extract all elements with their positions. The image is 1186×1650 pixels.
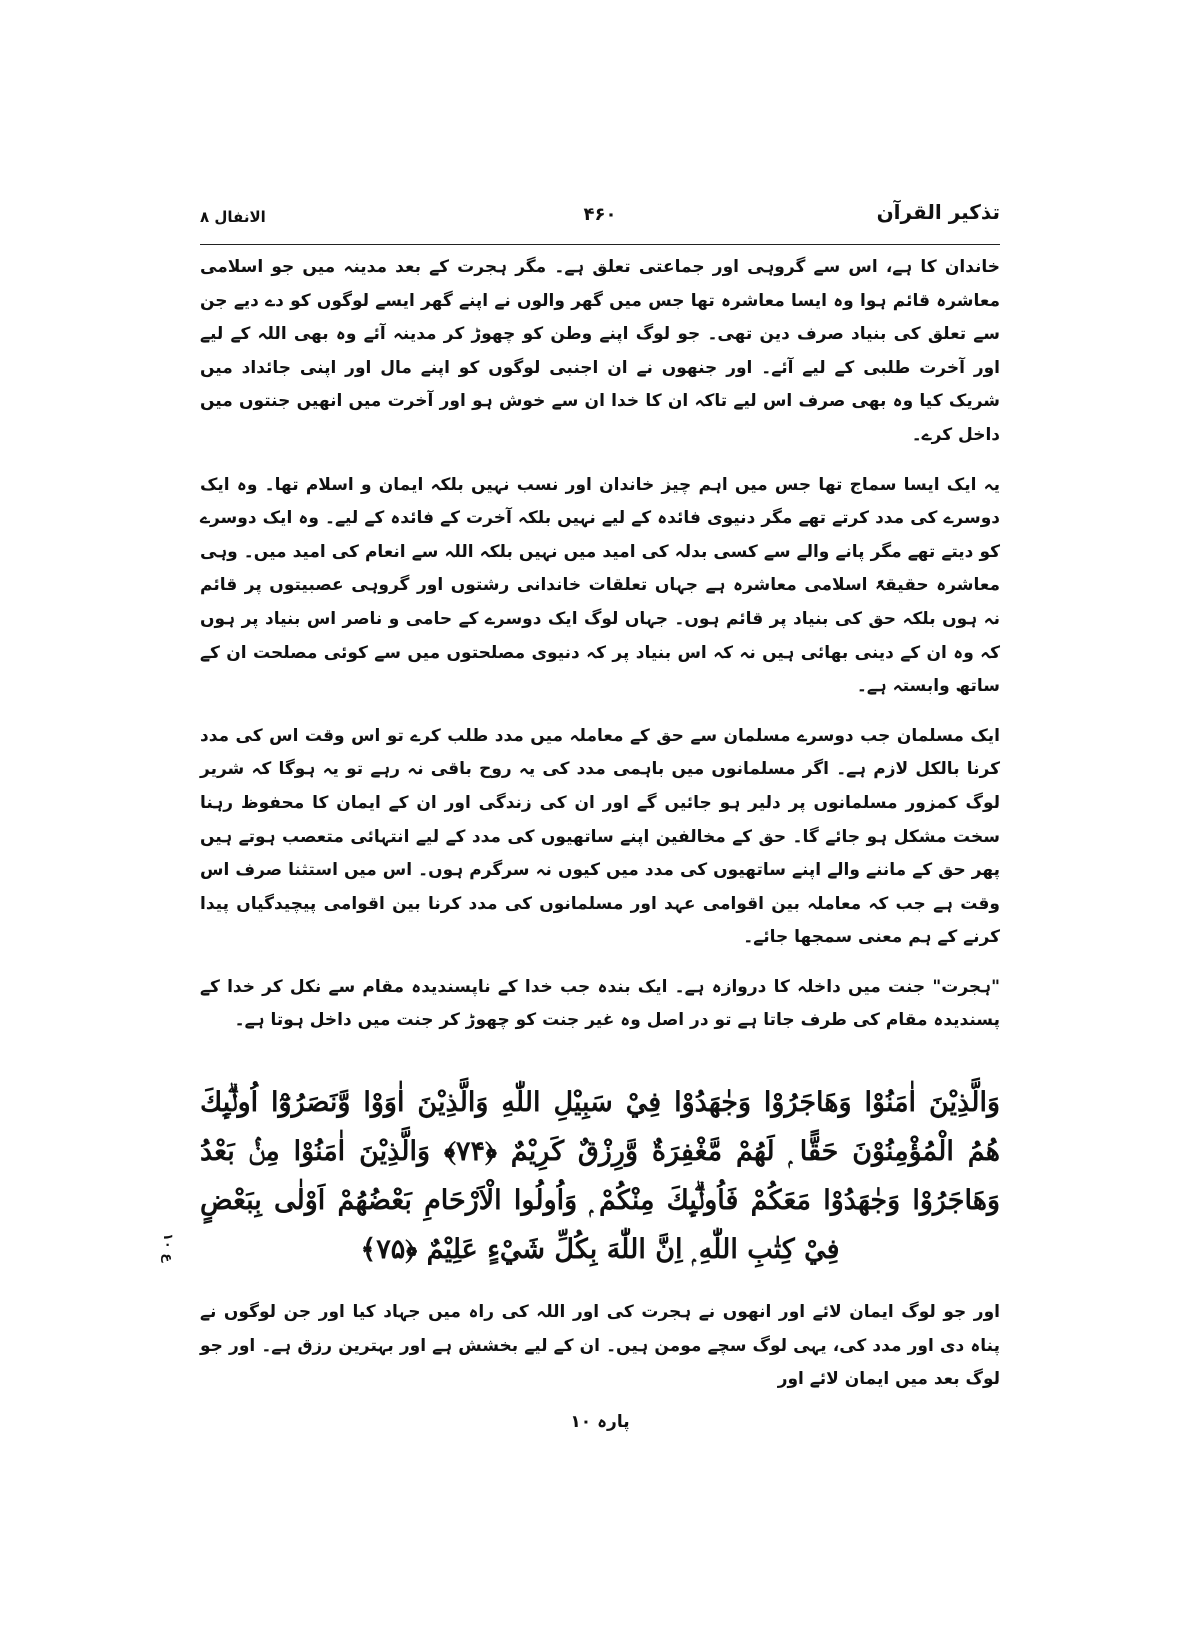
translation-paragraph: اور جو لوگ ایمان لائے اور انھوں نے ہجرت کی اور اللہ کی راہ میں جہاد کیا اور جن لوگوں نے پناہ دی اور مدد کی، یہی لوگ سچے مومن ہیں۔ ان کے لیے بخشش ہے اور بہترین رزق ہے۔ اور جو لوگ بعد میں ایمان لائے اور — [200, 1302, 1000, 1390]
document-page — [160, 200, 1000, 1432]
paragraph-1: خاندان کا ہے، اس سے گروہی اور جماعتی تعلق ہے۔ مگر ہجرت کے بعد مدینہ میں جو اسلامی معاشرہ قائم ہوا وہ ایسا معاشرہ تھا جس میں گھر والوں نے اپنے گھر ایسے لوگوں کو دے دیے جن سے تعلق کی بنیاد صرف دین تھی۔ جو لوگ اپنے وطن کو چھوڑ کر مدینہ آئے وہ بھی اللہ کے لیے اور آخرت طلبی کے لیے آئے۔ اور جنھوں نے ان اجنبی لوگوں کو اپنے مال اور اپنی جائداد میں شریک کیا وہ بھی صرف اس لیے تاکہ ان کا خدا ان سے خوش ہو اور آخرت میں انھیں جنتوں میں داخل کرے۔ — [200, 257, 1000, 445]
ruku-marker: ع ۱۰ — [160, 1233, 175, 1263]
surah-label: الانفال ۸ — [200, 208, 266, 226]
paragraph-4: "ہجرت" جنت میں داخلہ کا دروازہ ہے۔ ایک بندہ جب خدا کے ناپسندیدہ مقام سے نکل کر خدا کے پسندیدہ مقام کی طرف جاتا ہے تو در اصل وہ غیر جنت کو چھوڑ کر جنت میں داخل ہوتا ہے۔ — [200, 976, 1000, 1031]
page-header — [200, 200, 1000, 245]
page-number: ۴۶۰ — [583, 204, 617, 225]
page-footer: پارہ ۱۰ — [570, 1411, 630, 1432]
arabic-verse: وَالَّذِيْنَ اٰمَنُوْا وَهَاجَرُوْا وَجٰهَدُوْا فِيْ سَبِيْلِ اللّٰهِ وَالَّذِيْنَ اٰوَوْا وَّنَصَرُوْٓا اُولٰۗىِٕكَ هُمُ الْمُؤْمِنُوْنَ حَقًّا ۭ لَهُمْ مَّغْفِرَةٌ وَّرِزْقٌ كَرِيْمٌ ﴿۷۴﴾ وَالَّذِيْنَ اٰمَنُوْا مِنْۢ بَعْدُ وَهَاجَرُوْا وَجٰهَدُوْا مَعَكُمْ فَاُولٰۗىِٕكَ مِنْكُمْ ۭ وَاُولُوا الْاَرْحَامِ بَعْضُهُمْ اَوْلٰى بِبَعْضٍ فِيْ كِتٰبِ اللّٰهِ ۭ اِنَّ اللّٰهَ بِكُلِّ شَيْءٍ عَلِيْمٌ ﴿۷۵﴾ — [200, 1087, 1000, 1266]
paragraph-3: ایک مسلمان جب دوسرے مسلمان سے حق کے معاملہ میں مدد طلب کرے تو اس وقت اس کی مدد کرنا بالکل لازم ہے۔ اگر مسلمانوں میں باہمی مدد کی یہ روح باقی نہ رہے تو یہ ہوگا کہ شریر لوگ کمزور مسلمانوں پر دلیر ہو جائیں گے اور ان کی زندگی اور ان کے ایمان کا محفوظ رہنا سخت مشکل ہو جائے گا۔ حق کے مخالفین اپنے ساتھیوں کی مدد کے لیے انتہائی متعصب ہوتے ہیں پھر حق کے ماننے والے اپنے ساتھیوں کی مدد میں کیوں نہ سرگرم ہوں۔ اس میں استثنا صرف اس وقت ہے جب کہ معاملہ بین اقوامی عہد اور مسلمانوں کی مدد کرنا بین اقوامی پیچیدگیاں پیدا کرنے کے ہم معنی سمجھا جائے۔ — [200, 725, 1000, 948]
book-title: تذکیر القرآن — [876, 200, 1000, 224]
paragraph-2: یہ ایک ایسا سماج تھا جس میں اہم چیز خاندان اور نسب نہیں بلکہ ایمان و اسلام تھا۔ وہ ایک دوسرے کی مدد کرتے تھے مگر دنیوی فائدہ کے لیے نہیں بلکہ آخرت کے فائدہ کے لیے۔ وہ ایک دوسرے کو دیتے تھے مگر پانے والے سے کسی بدلہ کی امید میں نہیں بلکہ اللہ سے انعام کی امید میں۔ وہی معاشرہ حقیقۃً اسلامی معاشرہ ہے جہاں تعلقات خاندانی رشتوں اور گروہی عصبیتوں پر قائم نہ ہوں بلکہ حق کی بنیاد پر قائم ہوں۔ جہاں لوگ ایک دوسرے کے حامی و ناصر اس بنیاد پر ہوں کہ وہ ان کے دینی بھائی ہیں نہ کہ اس بنیاد پر کہ دنیوی مصلحتوں میں سے کوئی مصلحت ان کے ساتھ وابستہ ہے۔ — [200, 474, 1000, 697]
quran-verse-block — [160, 1078, 1000, 1274]
